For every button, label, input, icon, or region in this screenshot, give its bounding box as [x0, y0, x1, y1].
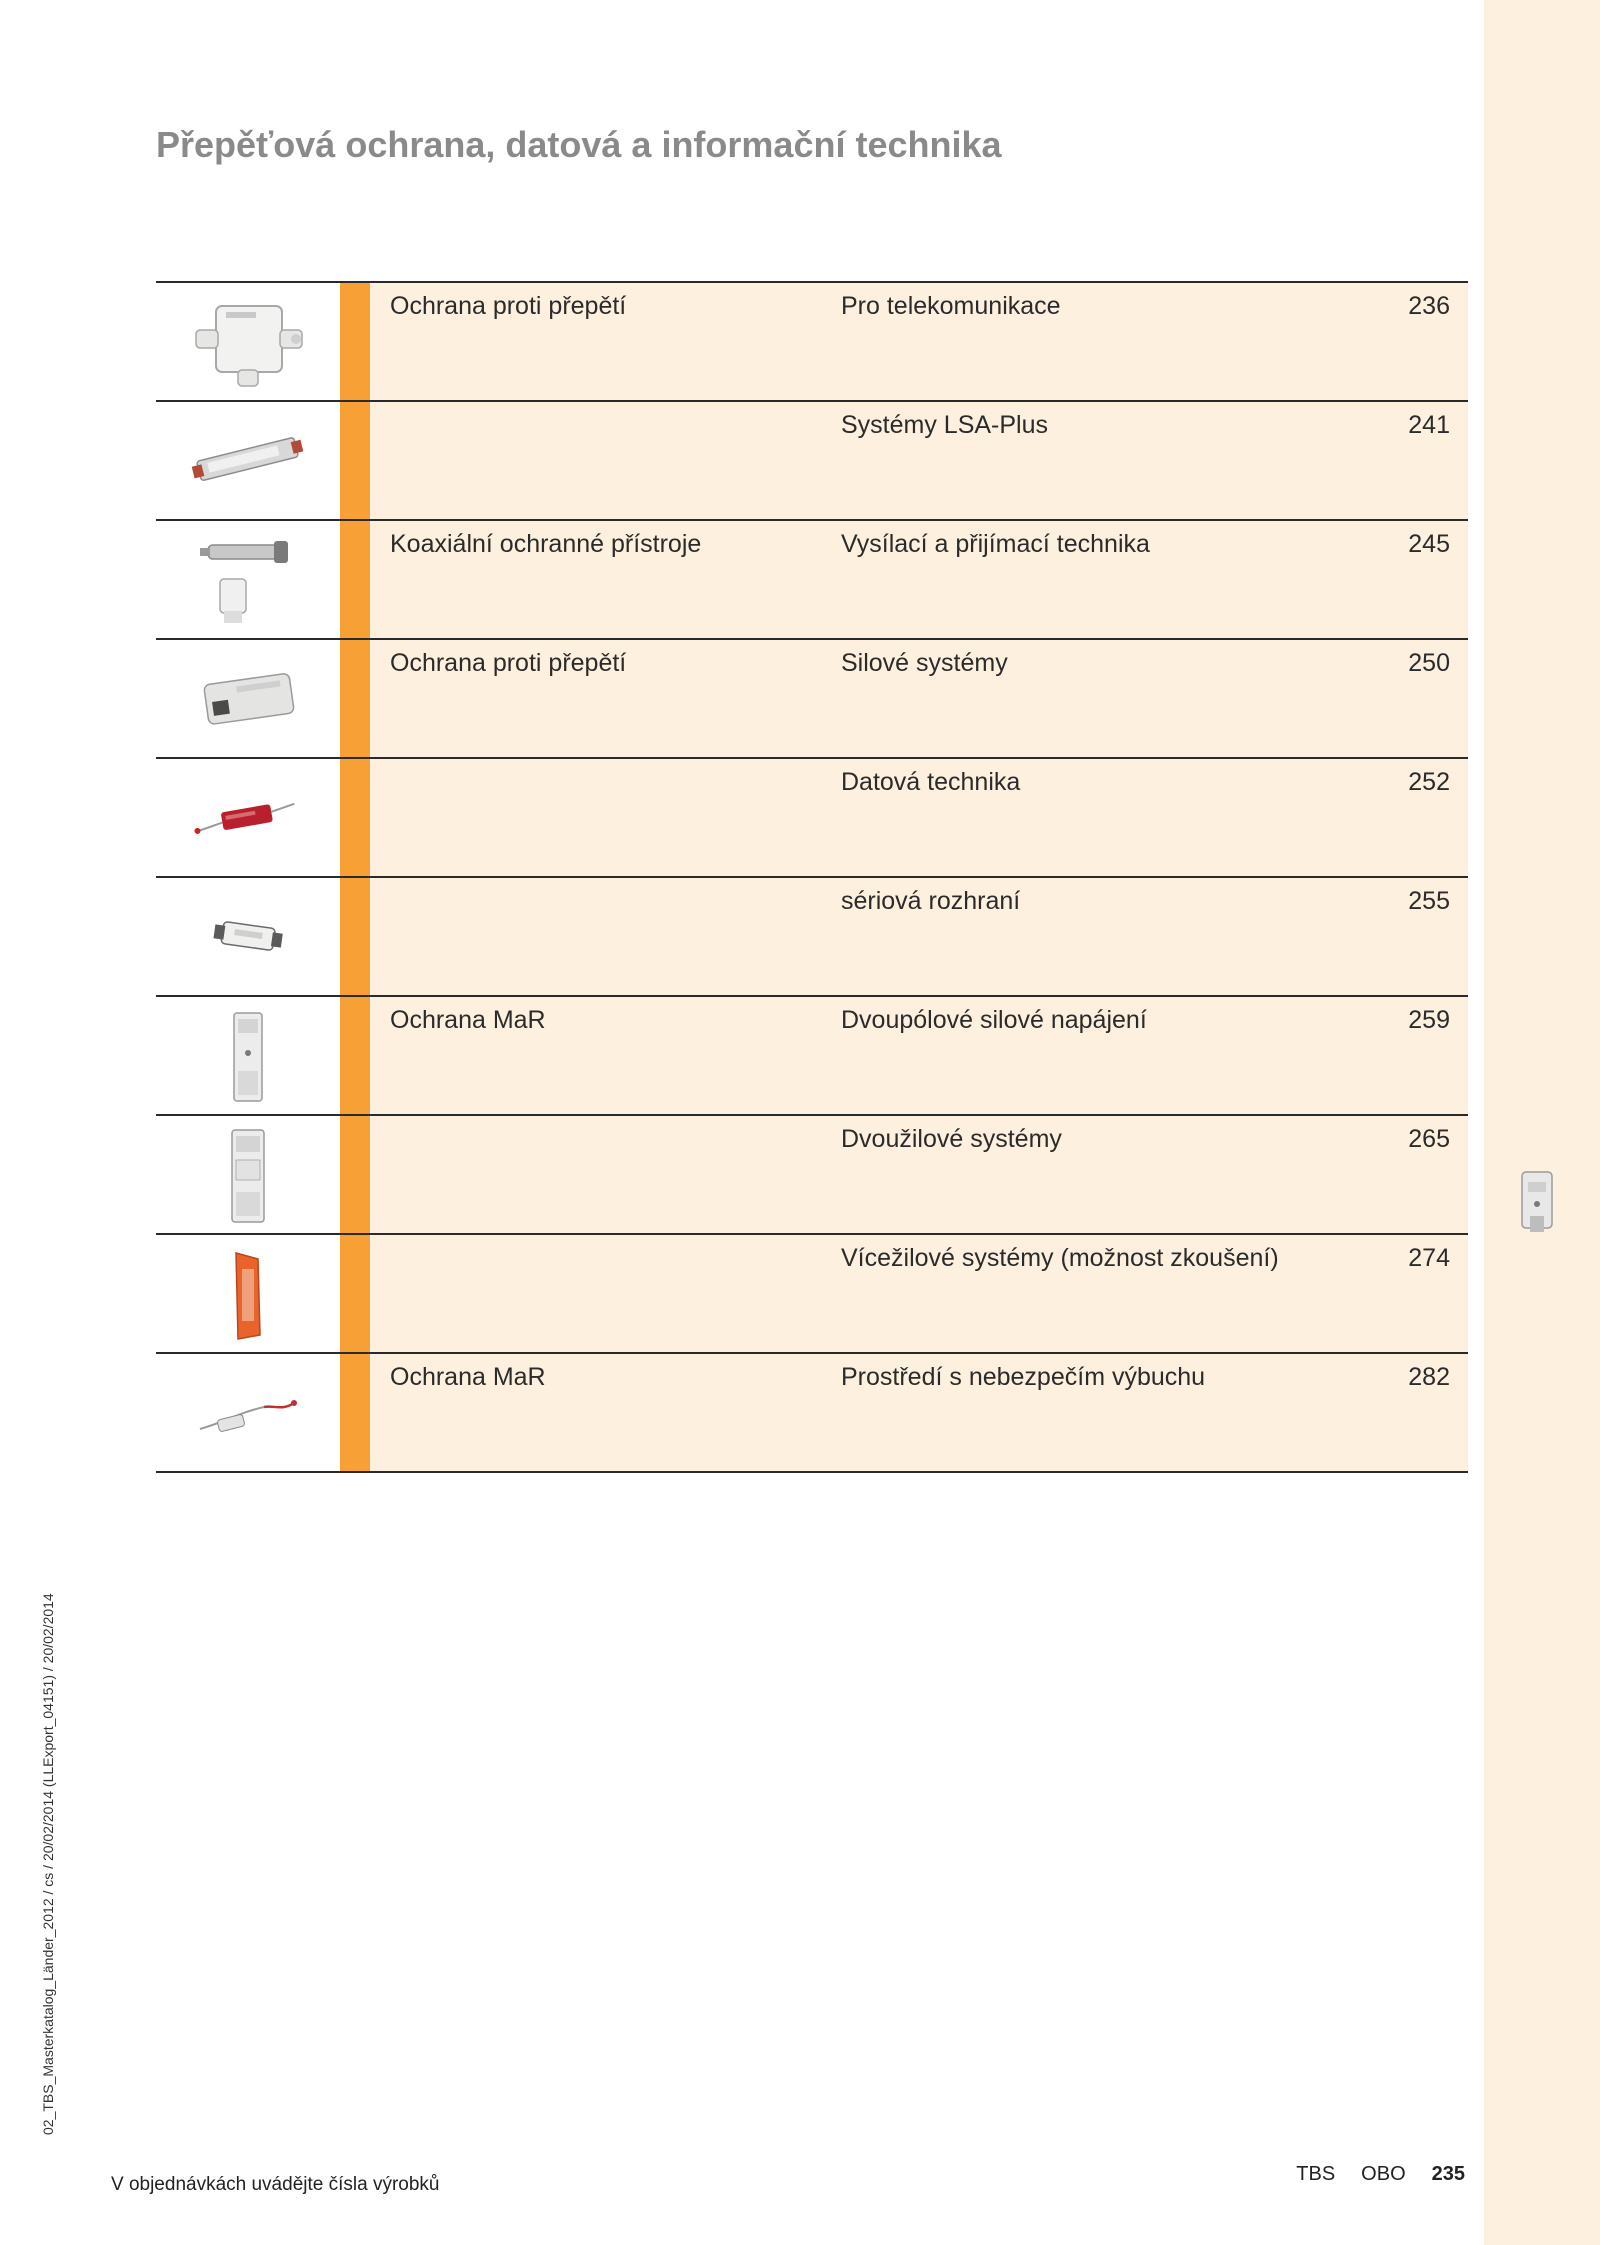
accent-bar — [340, 1116, 370, 1233]
toc-category: Ochrana proti přepětí — [390, 649, 627, 677]
toc-content-cell — [370, 1354, 1468, 1471]
toc-row[interactable] — [156, 640, 1468, 759]
toc-table — [156, 281, 1468, 1473]
toc-content-cell — [370, 283, 1468, 400]
data-protector-icon — [178, 768, 318, 868]
toc-content-cell — [370, 402, 1468, 519]
toc-row[interactable] — [156, 1116, 1468, 1235]
accent-bar — [340, 759, 370, 876]
toc-page-number[interactable]: 236 — [1408, 292, 1450, 320]
toc-page-number[interactable]: 259 — [1408, 1006, 1450, 1034]
accent-bar — [340, 402, 370, 519]
toc-row[interactable] — [156, 1354, 1468, 1473]
toc-content-cell — [370, 1116, 1468, 1233]
product-image-cell — [156, 640, 340, 757]
toc-page-number[interactable]: 245 — [1408, 530, 1450, 558]
toc-subcategory-link[interactable]: Silové systémy — [841, 649, 1008, 677]
footer-brand-tbs: TBS — [1296, 2163, 1336, 2185]
toc-page-number[interactable]: 265 — [1408, 1125, 1450, 1153]
accent-bar — [340, 640, 370, 757]
margin-production-note: 02_TBS_Masterkatalog_Länder_2012 / cs / 20/02/2014 (LLExport_04151) / 20/02/2014 — [40, 1593, 56, 2135]
accent-bar — [340, 878, 370, 995]
toc-content-cell — [370, 640, 1468, 757]
toc-row[interactable] — [156, 521, 1468, 640]
toc-page-number[interactable]: 241 — [1408, 411, 1450, 439]
toc-content-cell — [370, 521, 1468, 638]
accent-bar — [340, 997, 370, 1114]
product-image-cell — [156, 759, 340, 876]
toc-row[interactable] — [156, 402, 1468, 521]
toc-page-number[interactable]: 250 — [1408, 649, 1450, 677]
toc-subcategory-link[interactable]: sériová rozhraní — [841, 887, 1021, 915]
toc-subcategory-link[interactable]: Vysílací a přijímací technika — [841, 530, 1150, 558]
toc-category: Ochrana MaR — [390, 1363, 546, 1391]
lsa-plus-module-icon — [178, 411, 318, 511]
product-image-cell — [156, 521, 340, 638]
toc-page-number[interactable]: 252 — [1408, 768, 1450, 796]
product-image-cell — [156, 283, 340, 400]
toc-page-number[interactable]: 255 — [1408, 887, 1450, 915]
footer-note: V objednávkách uvádějte čísla výrobků — [111, 2174, 440, 2195]
accent-bar — [340, 1235, 370, 1352]
toc-row[interactable] — [156, 997, 1468, 1116]
toc-content-cell — [370, 1235, 1468, 1352]
serial-adapter-icon — [178, 887, 318, 987]
product-image-cell — [156, 1235, 340, 1352]
toc-subcategory-link[interactable]: Vícežilové systémy (možnost zkoušení) — [841, 1244, 1279, 1272]
accent-bar — [340, 283, 370, 400]
toc-row[interactable] — [156, 759, 1468, 878]
toc-subcategory-link[interactable]: Dvoupólové silové napájení — [841, 1006, 1147, 1034]
product-image-cell — [156, 878, 340, 995]
footer-brand-block — [1296, 2163, 1465, 2186]
product-image-cell — [156, 1116, 340, 1233]
din-rail-module-icon — [178, 1120, 318, 1230]
accent-bar — [340, 521, 370, 638]
side-tab-product-icon — [1516, 1168, 1560, 1240]
toc-row[interactable] — [156, 878, 1468, 997]
toc-row[interactable] — [156, 1235, 1468, 1354]
toc-category: Ochrana proti přepětí — [390, 292, 627, 320]
orange-terminal-icon — [178, 1239, 318, 1349]
coaxial-protector-icon — [178, 525, 318, 635]
toc-page-number[interactable]: 274 — [1408, 1244, 1450, 1272]
toc-content-cell — [370, 878, 1468, 995]
toc-subcategory-link[interactable]: Datová technika — [841, 768, 1021, 796]
toc-page-number[interactable]: 282 — [1408, 1363, 1450, 1391]
product-image-cell — [156, 997, 340, 1114]
side-tab-band — [1484, 0, 1600, 2245]
toc-subcategory-link[interactable]: Prostředí s nebezpečím výbuchu — [841, 1363, 1206, 1391]
junction-box-icon — [178, 292, 318, 392]
footer-page-number: 235 — [1431, 2163, 1465, 2185]
toc-subcategory-link[interactable]: Pro telekomunikace — [841, 292, 1061, 320]
footer-brand-obo: OBO — [1361, 2163, 1406, 2185]
toc-category: Koaxiální ochranné přístroje — [390, 530, 702, 558]
network-protector-icon — [178, 649, 318, 749]
toc-subcategory-link[interactable]: Dvoužilové systémy — [841, 1125, 1062, 1153]
toc-row[interactable] — [156, 283, 1468, 402]
din-rail-module-icon — [178, 1001, 318, 1111]
toc-content-cell — [370, 759, 1468, 876]
toc-subcategory-link[interactable]: Systémy LSA-Plus — [841, 411, 1049, 439]
page-title: Přepěťová ochrana, datová a informační technika — [156, 124, 1002, 165]
product-image-cell — [156, 1354, 340, 1471]
toc-content-cell — [370, 997, 1468, 1114]
accent-bar — [340, 1354, 370, 1471]
product-image-cell — [156, 402, 340, 519]
toc-category: Ochrana MaR — [390, 1006, 546, 1034]
cable-protector-icon — [178, 1363, 318, 1463]
